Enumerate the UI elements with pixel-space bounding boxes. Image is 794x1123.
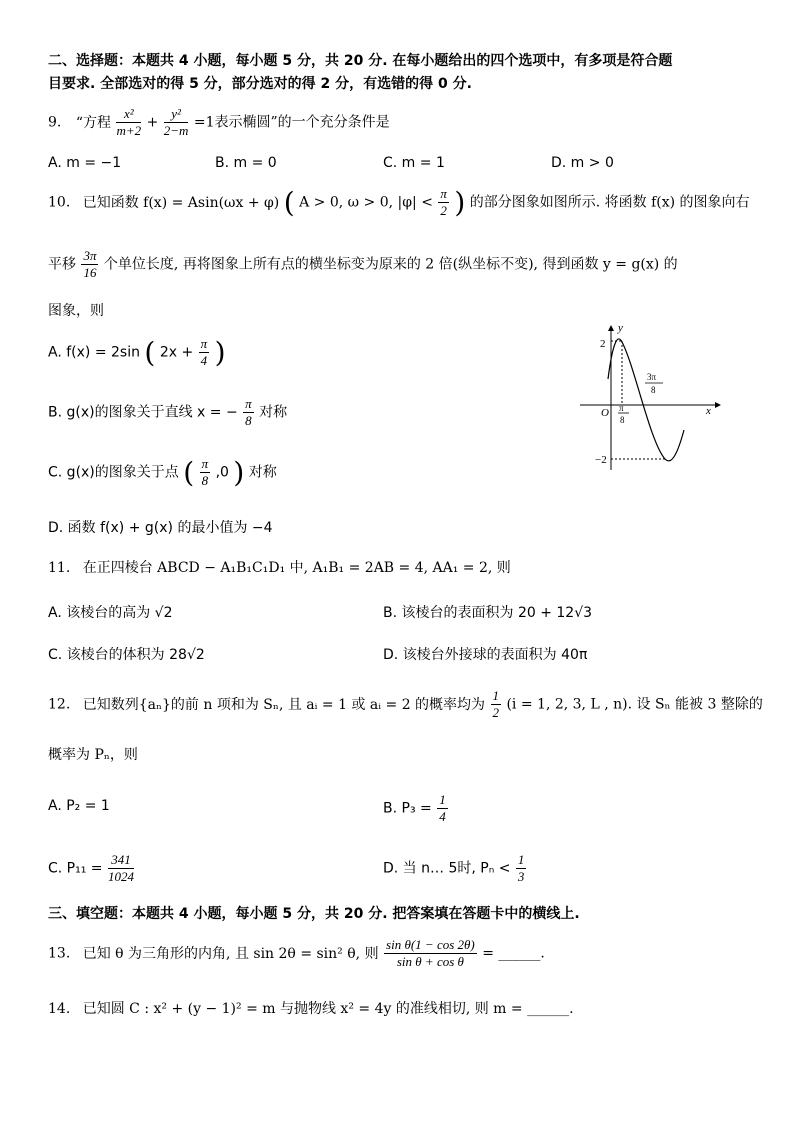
question-11 [48,557,511,577]
fraction-denominator: 4 [200,353,208,368]
question-text: 平移 [48,256,76,273]
origin-label: O [601,407,609,419]
y-min-label: −2 [595,454,607,466]
fraction-denominator: 2 [440,203,447,218]
fraction [437,792,448,825]
question-13 [48,937,545,970]
option-d[interactable]: D. 该棱台外接球的表面积为 40π [383,647,588,663]
left-paren: ( [144,336,156,369]
option-d[interactable]: D. 函数 f(x) + g(x) 的最小值为 −4 [48,520,273,536]
option-b[interactable] [48,396,287,429]
fraction [116,106,141,139]
fraction [438,186,449,219]
option-a[interactable]: A. 该棱台的高为 √2 [48,605,173,621]
section-3-header: 三、填空题：本题共 4 小题，每小题 5 分，共 20 分. 把答案填在答题卡中的横线上. [48,906,580,922]
fraction [516,852,527,885]
option-d[interactable]: D. m > 0 [551,155,614,171]
option-text: 对称 [259,404,288,421]
fraction-numerator: π [201,456,209,471]
question-14 [48,998,574,1018]
answer-blank[interactable]: = ______. [482,945,545,962]
fraction-numerator: π [245,396,252,411]
section-2-header-cont: 目要求. 全部选对的得 5 分，部分选对的得 2 分，有选错的得 0 分. [48,76,472,92]
fraction-numerator: π [200,336,208,351]
question-12-line2: 概率为 Pₙ，则 [48,747,138,763]
question-number: 10. [48,194,71,211]
tick-pi8-num: π [619,403,624,413]
question-text: 在正四棱台 ABCD − A₁B₁C₁D₁ 中, A₁B₁ = 2AB = 4, AA₁ = 2, 则 [82,560,511,576]
question-text: 的部分图象如图所示. 将函数 f(x) 的图象向右 [469,194,750,211]
option-text: A. f(x) = 2sin [48,344,140,361]
question-10 [48,186,750,219]
fraction-numerator: 1 [492,688,500,703]
option-a[interactable]: A. P₂ = 1 [48,798,110,814]
question-number: 11. [48,560,71,576]
function-graph [580,322,730,472]
fraction-numerator: x² [116,106,141,123]
question-text: 已知函数 f(x) = Asin(ωx + φ) [82,194,280,211]
question-number: 14. [48,1001,71,1017]
question-text: 已知圆 C : x² + (y − 1)² = m 与抛物线 x² = 4y 的准线相切, 则 m = ______. [82,1001,574,1017]
fraction [164,106,189,139]
fraction [243,396,254,429]
tick-3pi8-num: 3π [647,372,657,382]
option-c[interactable] [48,456,277,489]
question-number: 12. [48,696,71,713]
fraction-denominator: sin θ + cos θ [396,954,464,969]
option-d[interactable] [383,852,527,885]
option-text: B. P₃ = [383,800,432,817]
question-text: 已知 θ 为三角形的内角, 且 sin 2θ = sin² θ, 则 [82,945,379,962]
tick-pi8-den: 8 [620,415,625,425]
question-10-line3: 图象，则 [48,303,104,319]
condition: A > 0, ω > 0, |φ| < [299,194,433,211]
fraction-numerator: y² [164,106,189,123]
fraction-denominator: 8 [201,473,209,488]
fraction-denominator: 8 [245,413,252,428]
fraction-denominator: 16 [83,265,97,280]
option-text: 2x + [159,344,194,361]
y-max-label: 2 [600,338,606,350]
fraction [199,336,210,369]
option-c[interactable]: C. m = 1 [383,155,445,171]
option-text: C. P₁₁ = [48,860,103,877]
option-b[interactable] [383,792,449,825]
option-text: B. g(x)的图象关于直线 x = − [48,404,238,421]
fraction [200,456,211,489]
fraction [384,937,477,970]
question-text: (i = 1, 2, 3, L , n). 设 Sₙ 能被 3 整除的 [506,696,763,713]
fraction-numerator: 1 [439,792,446,807]
fraction-numerator: 341 [108,852,134,869]
question-text: 已知数列{aₙ}的前 n 项和为 Sₙ, 且 aᵢ = 1 或 aᵢ = 2 的概率均为 [82,696,486,713]
left-paren: ( [183,456,195,489]
plus-sign: + [146,114,159,131]
fraction-numerator: sin θ(1 − cos 2θ) [386,937,475,952]
option-c[interactable]: C. 该棱台的体积为 28√2 [48,647,205,663]
fraction [491,688,502,721]
fraction-numerator: 1 [517,852,525,867]
option-c[interactable] [48,852,135,885]
question-number: 13. [48,945,71,962]
section-2-header: 二、选择题：本题共 4 小题，每小题 5 分，共 20 分. 在每小题给出的四个选项中，有多项是符合题 [48,53,673,69]
fraction-denominator: 3 [517,869,525,884]
fraction-denominator: 2 [492,705,500,720]
tick-3pi8-den: 8 [651,385,656,395]
fraction-denominator: m+2 [116,123,142,138]
y-axis-label: y [618,322,623,334]
option-text: ,0 [215,464,229,481]
question-9 [48,106,390,139]
question-text: 个单位长度, 再将图象上所有点的横坐标变为原来的 2 倍(纵坐标不变), 得到函数 y = g(x) 的 [103,256,678,273]
option-b[interactable]: B. m = 0 [215,155,277,171]
question-12 [48,688,763,721]
option-text: C. g(x)的图象关于点 [48,464,179,481]
x-axis-label: x [706,405,711,417]
left-paren: ( [283,186,295,219]
right-paren: ) [454,186,466,219]
right-paren: ) [233,456,245,489]
option-b[interactable]: B. 该棱台的表面积为 20 + 12√3 [383,605,593,621]
question-text: =1表示椭圆”的一个充分条件是 [193,114,390,131]
fraction-numerator: 3π [83,248,97,263]
question-text: “方程 [75,114,111,131]
fraction-denominator: 4 [439,809,446,824]
sine-curve [608,339,684,461]
option-text: 对称 [248,464,277,481]
fraction-denominator: 2−m [163,123,189,138]
fraction [81,248,98,281]
option-a[interactable] [48,336,226,369]
question-number: 9. [48,114,62,131]
question-10-line2 [48,248,678,281]
option-text: D. 当 n… 5时, Pₙ < [383,860,511,877]
fraction [108,852,134,885]
option-a[interactable]: A. m = −1 [48,155,122,171]
fraction-numerator: π [440,186,447,201]
right-paren: ) [214,336,226,369]
fraction-denominator: 1024 [107,869,134,884]
